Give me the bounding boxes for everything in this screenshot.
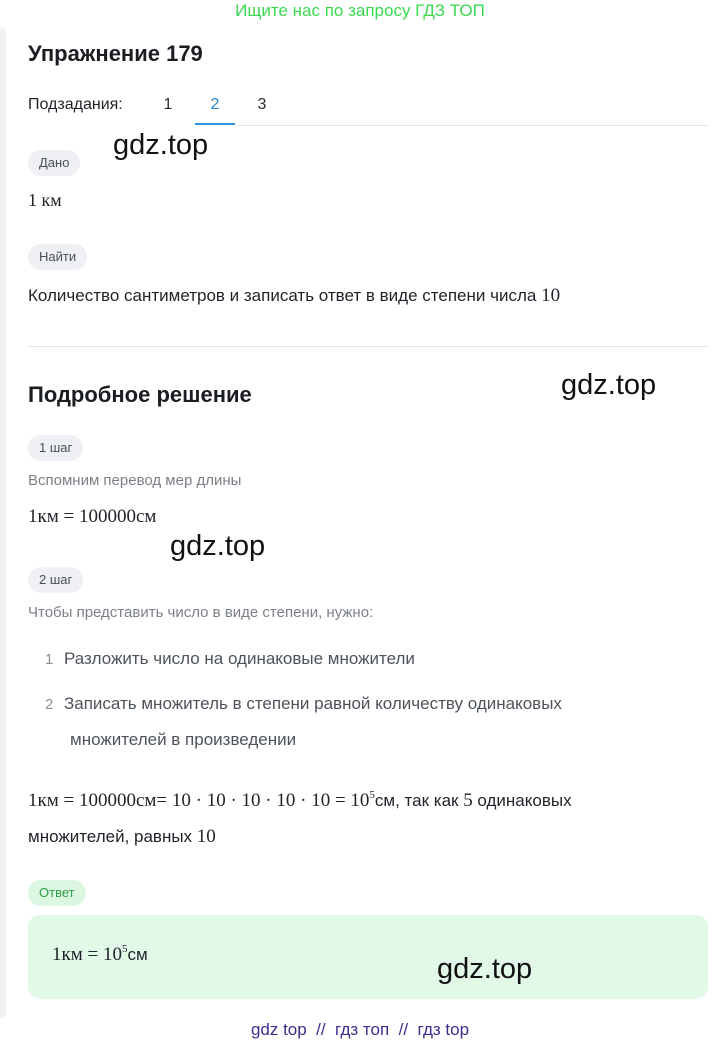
answer-formula [52,944,148,966]
section-divider [28,346,708,347]
answer-chip: Ответ [28,880,86,906]
answer-exponent: 5 [121,943,128,956]
left-rail-decoration [0,28,6,1018]
step-2-formula-line2 [28,826,216,848]
footer-links[interactable]: gdz top // гдз топ // гдз top [250,1020,470,1039]
step-2-description: Чтобы представить число в виде степени, нужно: [28,604,374,621]
tab-subtask-1[interactable]: 1 [163,96,173,113]
step-1-chip: 1 шаг [28,435,83,461]
formula-main: 1км = 100000см= 10 · 10 · 10 · 10 · 10 = 10 [28,790,370,811]
watermark: gdz.top [113,129,209,161]
answer-base: 1км = 10 [52,944,122,965]
formula-exponent: 5 [369,789,375,802]
solution-heading: Подробное решение [28,382,252,407]
given-value: 1 км [28,190,62,210]
list-item-text: Разложить число на одинаковые множители [64,649,415,668]
find-text [28,285,560,307]
active-tab-indicator [195,123,235,125]
page-title: Упражнение 179 [28,41,203,66]
formula-tail-a: , так как [395,791,464,810]
subtasks-label: Подзадания: [28,96,123,113]
list-item-number: 2 [45,696,54,713]
list-item-text-continued: множителей в произведении [70,730,297,749]
step-1-description: Вспомним перевод мер длины [28,472,242,489]
answer-unit: см [127,945,148,964]
formula-tail-number: 5 [463,790,473,811]
step-1-formula: 1км = 100000см [28,506,157,527]
tab-subtask-2[interactable]: 2 [210,96,220,113]
formula-unit: см [374,791,396,810]
list-item-number: 1 [45,651,54,668]
watermark: gdz.top [437,953,533,985]
find-number: 10 [541,285,561,306]
watermark: gdz.top [170,530,266,562]
tab-subtask-3[interactable]: 3 [257,96,267,113]
given-chip: Дано [28,150,80,176]
watermark: gdz.top [561,369,657,401]
tabs-divider [235,125,708,126]
search-promo-banner: Ищите нас по запросу ГДЗ ТОП [235,1,485,20]
find-chip: Найти [28,244,87,270]
formula-line2-text: множителей, равных [28,827,197,846]
step-2-chip: 2 шаг [28,567,83,593]
formula-line2-number: 10 [196,826,216,847]
step-2-formula [28,790,572,812]
formula-tail-b: одинаковых [472,791,572,810]
find-description: Количество сантиметров и записать ответ в виде степени числа [28,286,537,305]
list-item-text: Записать множитель в степени равной количеству одинаковых [64,694,562,713]
